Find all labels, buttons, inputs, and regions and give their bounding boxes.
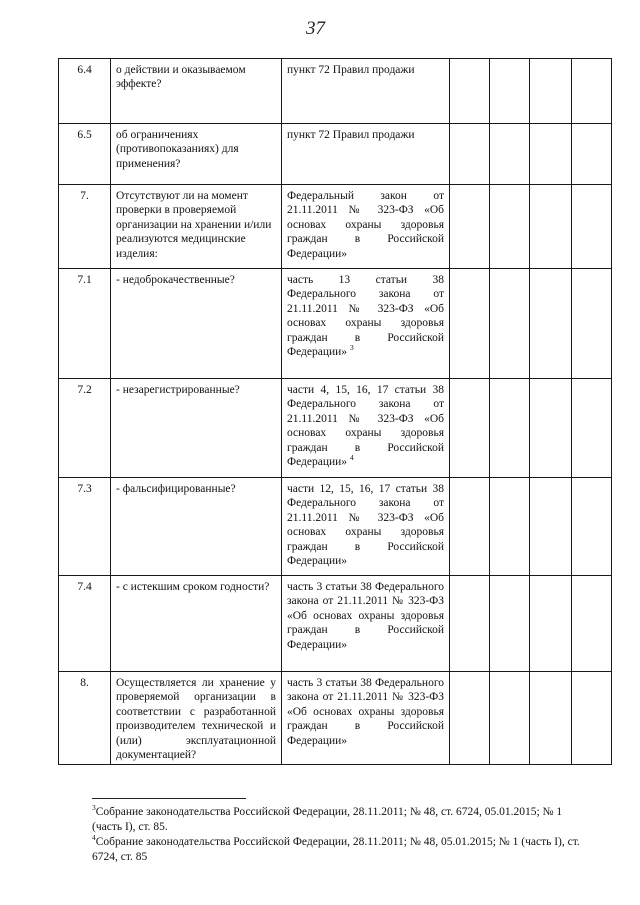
row-reference-text: часть 13 статьи 38 Федерального закона от 21.11.2011 № 323-ФЗ «Об основах охраны здоровья граждан в Российской Федерации»	[287, 274, 444, 359]
answer-cell[interactable]	[490, 269, 530, 379]
row-reference-text: части 4, 15, 16, 17 статьи 38 Федерального закона от 21.11.2011 № 323-ФЗ «Об основах охраны здоровья граждан в Российской Федерации»	[287, 384, 444, 469]
answer-cell[interactable]	[450, 185, 490, 269]
row-question: Отсутствуют ли на момент проверки в проверяемой организации на хранении и/или реализуются медицинские изделия:	[111, 185, 282, 269]
answer-cell[interactable]	[572, 269, 612, 379]
table-row	[59, 269, 612, 379]
row-reference-text: Федеральный закон от 21.11.2011 № 323-ФЗ «Об основах охраны здоровья граждан в Российской Федерации»	[287, 190, 444, 260]
row-reference	[282, 185, 450, 269]
row-reference	[282, 576, 450, 672]
row-number: 7.	[59, 185, 111, 269]
row-question: об ограничениях (противопоказаниях) для применения?	[111, 124, 282, 185]
footnote-4-mark: 4	[92, 833, 96, 843]
row-reference	[282, 478, 450, 576]
answer-cell[interactable]	[572, 185, 612, 269]
footnote-3-mark: 3	[92, 803, 96, 813]
answer-cell[interactable]	[572, 59, 612, 124]
answer-cell[interactable]	[572, 672, 612, 765]
answer-cell[interactable]	[530, 379, 572, 478]
row-number: 7.4	[59, 576, 111, 672]
footnote-ref: 3	[349, 343, 354, 353]
answer-cell[interactable]	[530, 478, 572, 576]
row-question: - с истекшим сроком годности?	[111, 576, 282, 672]
checklist-table	[58, 58, 612, 765]
answer-cell[interactable]	[530, 185, 572, 269]
table-row	[59, 59, 612, 124]
answer-cell[interactable]	[530, 672, 572, 765]
answer-cell[interactable]	[490, 379, 530, 478]
answer-cell[interactable]	[490, 124, 530, 185]
table-row	[59, 124, 612, 185]
row-reference	[282, 379, 450, 478]
row-number: 6.4	[59, 59, 111, 124]
table-row	[59, 576, 612, 672]
answer-cell[interactable]	[450, 59, 490, 124]
row-reference	[282, 124, 450, 185]
answer-cell[interactable]	[572, 379, 612, 478]
row-reference-text: пункт 72 Правил продажи	[287, 129, 415, 141]
answer-cell[interactable]	[450, 379, 490, 478]
footnote-4-text: Собрание законодательства Российской Федерации, 28.11.2011; № 48, 05.01.2015; № 1 (часть I), ст. 6724, ст. 85	[92, 836, 580, 863]
answer-cell[interactable]	[490, 478, 530, 576]
answer-cell[interactable]	[572, 576, 612, 672]
answer-cell[interactable]	[572, 478, 612, 576]
row-question: - незарегистрированные?	[111, 379, 282, 478]
footnote-ref: 4	[349, 453, 354, 463]
answer-cell[interactable]	[450, 576, 490, 672]
footnote-separator	[92, 798, 246, 799]
answer-cell[interactable]	[530, 269, 572, 379]
row-question: Осуществляется ли хранение у проверяемой организации в соответствии с разработанной производителем технической и (или) эксплуатационной документацией?	[111, 672, 282, 765]
row-reference-text: пункт 72 Правил продажи	[287, 64, 415, 76]
row-number: 7.1	[59, 269, 111, 379]
answer-cell[interactable]	[530, 59, 572, 124]
table-row	[59, 478, 612, 576]
answer-cell[interactable]	[490, 672, 530, 765]
answer-cell[interactable]	[530, 124, 572, 185]
row-reference	[282, 672, 450, 765]
row-question: - недоброкачественные?	[111, 269, 282, 379]
footnotes	[92, 805, 592, 865]
answer-cell[interactable]	[450, 672, 490, 765]
footnote-3	[92, 805, 592, 835]
answer-cell[interactable]	[490, 576, 530, 672]
page-number: 37	[306, 18, 325, 39]
row-number: 7.2	[59, 379, 111, 478]
row-reference	[282, 269, 450, 379]
footnote-3-text: Собрание законодательства Российской Федерации, 28.11.2011; № 48, ст. 6724, 05.01.2015; № 1 (часть I), ст. 85.	[92, 806, 563, 833]
answer-cell[interactable]	[530, 576, 572, 672]
table-row	[59, 185, 612, 269]
answer-cell[interactable]	[450, 124, 490, 185]
answer-cell[interactable]	[490, 59, 530, 124]
row-reference-text: часть 3 статьи 38 Федерального закона от 21.11.2011 № 323-ФЗ «Об основах охраны здоровья граждан в Российской Федерации»	[287, 677, 444, 747]
row-reference-text: части 12, 15, 16, 17 статьи 38 Федерального закона от 21.11.2011 № 323-ФЗ «Об основах охраны здоровья граждан в Российской Федерации»	[287, 483, 444, 568]
answer-cell[interactable]	[450, 269, 490, 379]
row-question: о действии и оказываемом эффекте?	[111, 59, 282, 124]
row-question: - фальсифицированные?	[111, 478, 282, 576]
answer-cell[interactable]	[572, 124, 612, 185]
row-reference-text: часть 3 статьи 38 Федерального закона от 21.11.2011 № 323-ФЗ «Об основах охраны здоровья граждан в Российской Федерации»	[287, 581, 444, 651]
row-number: 6.5	[59, 124, 111, 185]
footnote-4	[92, 835, 592, 865]
row-number: 8.	[59, 672, 111, 765]
answer-cell[interactable]	[490, 185, 530, 269]
table-row	[59, 672, 612, 765]
table-row	[59, 379, 612, 478]
answer-cell[interactable]	[450, 478, 490, 576]
row-reference	[282, 59, 450, 124]
row-number: 7.3	[59, 478, 111, 576]
